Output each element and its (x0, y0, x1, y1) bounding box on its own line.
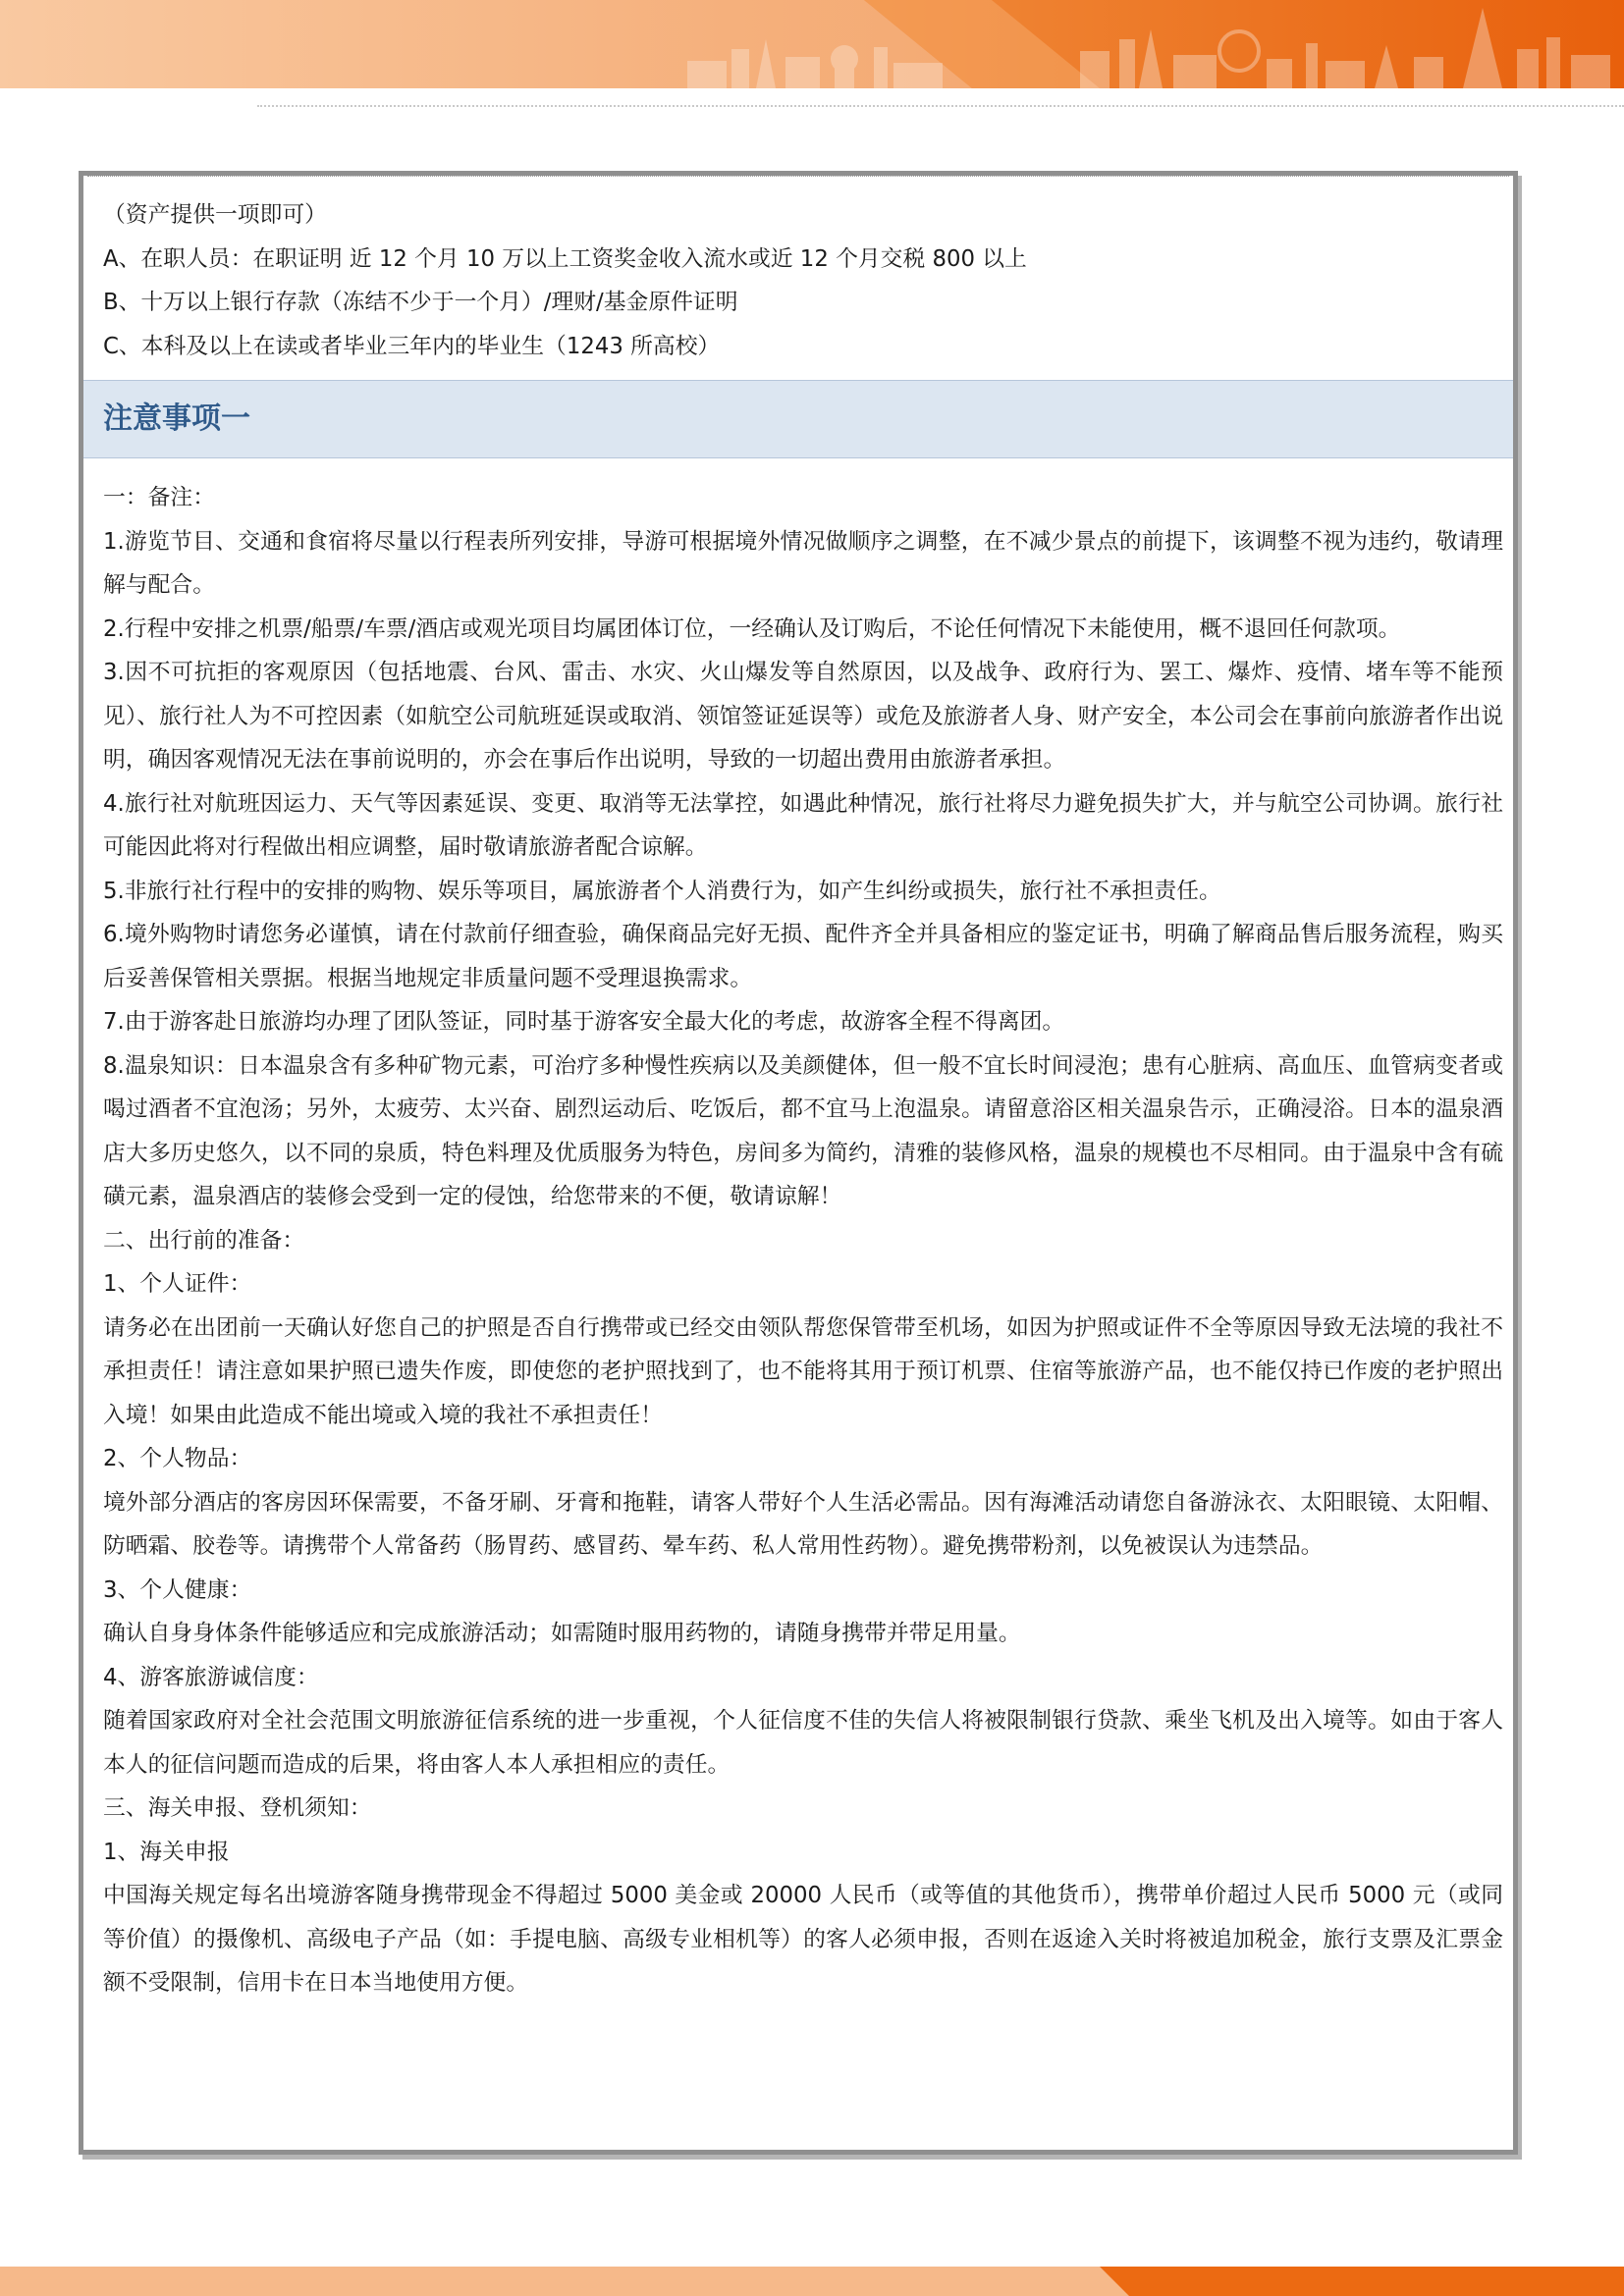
body-paragraph: 1、个人证件： (103, 1271, 252, 1297)
body-paragraph: 2.行程中安排之机票/船票/车票/酒店或观光项目均属团体订位，一经确认及订购后，不论任何情况下未能使用，概不退回任何款项。 (103, 615, 1401, 642)
body-paragraph: 一：备注： (103, 485, 215, 510)
body-paragraph: 4、游客旅游诚信度： (103, 1664, 319, 1690)
body-paragraph: 1、海关申报 (103, 1839, 230, 1865)
body-paragraph: 3、个人健康： (103, 1576, 252, 1603)
footer-stripe-graphic (0, 2267, 1624, 2296)
body-paragraph: 1.游览节目、交通和食宿将尽量以行程表所列安排，导游可根据境外情况做顺序之调整，在不减少景点的前提下，该调整不视为违约，敬请理解与配合。 (103, 528, 1503, 598)
body-paragraph: 随着国家政府对全社会范围文明旅游征信系统的进一步重视，个人征信度不佳的失信人将被限制银行贷款、乘坐飞机及出入境等。如由于客人本人的征信问题而造成的后果，将由客人本人承担相应的责任。 (103, 1708, 1503, 1778)
section-title: 注意事项一 (103, 401, 250, 436)
body-paragraph: 中国海关规定每名出境游客随身携带现金不得超过 5000 美金或 20000 人民币（或等值的其他货币），携带单价超过人民币 5000 元（或同等价值）的摄像机、高级电子产品（如：手提电脑、高级专业相机等）的客人必须申报，否则在返途入关时将被追加税金，旅行支票及汇票金额不受限制，信用卡在日本当地使用方便。 (103, 1883, 1503, 1996)
body-paragraph: 3.因不可抗拒的客观原因（包括地震、台风、雷击、水灾、火山爆发等自然原因，以及战争、政府行为、罢工、爆炸、疫情、堵车等不能预见）、旅行社人为不可控因素（如航空公司航班延误或取消、领馆签证延误等）或危及旅游者人身、财产安全，本公司会在事前向旅游者作出说明，确因客观情况无法在事前说明的，亦会在事后作出说明，导致的一切超出费用由旅游者承担。 (103, 660, 1503, 773)
notice-body (103, 476, 1503, 2005)
body-paragraph: 7.由于游客赴日旅游均办理了团队签证，同时基于游客安全最大化的考虑，故游客全程不得离团。 (103, 1009, 1065, 1035)
intro-text (103, 193, 1503, 368)
content-frame (79, 171, 1518, 2155)
footer-stripe (0, 2267, 1624, 2296)
intro-line: C、本科及以上在读或者毕业三年内的毕业生（1243 所高校） (103, 333, 721, 359)
body-paragraph: 2、个人物品： (103, 1446, 252, 1471)
header-divider (257, 105, 1624, 107)
body-paragraph: 二、出行前的准备： (103, 1227, 305, 1254)
intro-line: （资产提供一项即可） (103, 202, 327, 228)
city-skyline-icon (0, 0, 1624, 88)
body-paragraph: 三、海关申报、登机须知： (103, 1795, 372, 1821)
body-paragraph: 5.非旅行社行程中的安排的购物、娱乐等项目，属旅游者个人消费行为，如产生纠纷或损失，旅行社不承担责任。 (103, 878, 1221, 904)
body-paragraph: 请务必在出团前一天确认好您自己的护照是否自行携带或已经交由领队帮您保管带至机场，如因为护照或证件不全等原因导致无法境的我社不承担责任！请注意如果护照已遗失作废，即使您的老护照找到了，也不能将其用于预订机票、住宿等旅游产品，也不能仅持已作废的老护照出入境！如果由此造成不能出境或入境的我社不承担责任！ (103, 1314, 1503, 1428)
frame-inner (83, 176, 1513, 2150)
body-paragraph: 确认自身身体条件能够适应和完成旅游活动；如需随时服用药物的，请随身携带并带足用量。 (103, 1621, 1021, 1646)
body-paragraph: 境外部分酒店的客房因环保需要，不备牙刷、牙膏和拖鞋，请客人带好个人生活必需品。因有海滩活动请您自备游泳衣、太阳眼镜、太阳帽、防晒霜、胶卷等。请携带个人常备药（肠胃药、感冒药、晕车药、私人常用性药物）。避免携带粉剂，以免被误认为违禁品。 (103, 1489, 1503, 1559)
section-header (83, 380, 1513, 458)
body-paragraph: 4.旅行社对航班因运力、天气等因素延误、变更、取消等无法掌控，如遇此种情况，旅行社将尽力避免损失扩大，并与航空公司协调。旅行社可能因此将对行程做出相应调整，届时敬请旅游者配合谅解。 (103, 790, 1503, 860)
header-banner (0, 0, 1624, 88)
intro-line: B、十万以上银行存款（冻结不少于一个月）/理财/基金原件证明 (103, 290, 738, 315)
body-paragraph: 6.境外购物时请您务必谨慎，请在付款前仔细查验，确保商品完好无损、配件齐全并具备相应的鉴定证书，明确了解商品售后服务流程，购买后妥善保管相关票据。根据当地规定非质量问题不受理退换需求。 (103, 922, 1503, 991)
body-paragraph: 8.温泉知识：日本温泉含有多种矿物元素，可治疗多种慢性疾病以及美颜健体，但一般不宜长时间浸泡；患有心脏病、高血压、血管病变者或喝过酒者不宜泡汤；另外，太疲劳、太兴奋、剧烈运动后、吃饭后，都不宜马上泡温泉。请留意浴区相关温泉告示，正确浸浴。日本的温泉酒店大多历史悠久，以不同的泉质，特色料理及优质服务为特色，房间多为简约，清雅的装修风格，温泉的规模也不尽相同。由于温泉中含有硫磺元素，温泉酒店的装修会受到一定的侵蚀，给您带来的不便，敬请谅解！ (103, 1052, 1503, 1209)
intro-line: A、在职人员：在职证明 近 12 个月 10 万以上工资奖金收入流水或近 12 个月交税 800 以上 (103, 245, 1027, 272)
